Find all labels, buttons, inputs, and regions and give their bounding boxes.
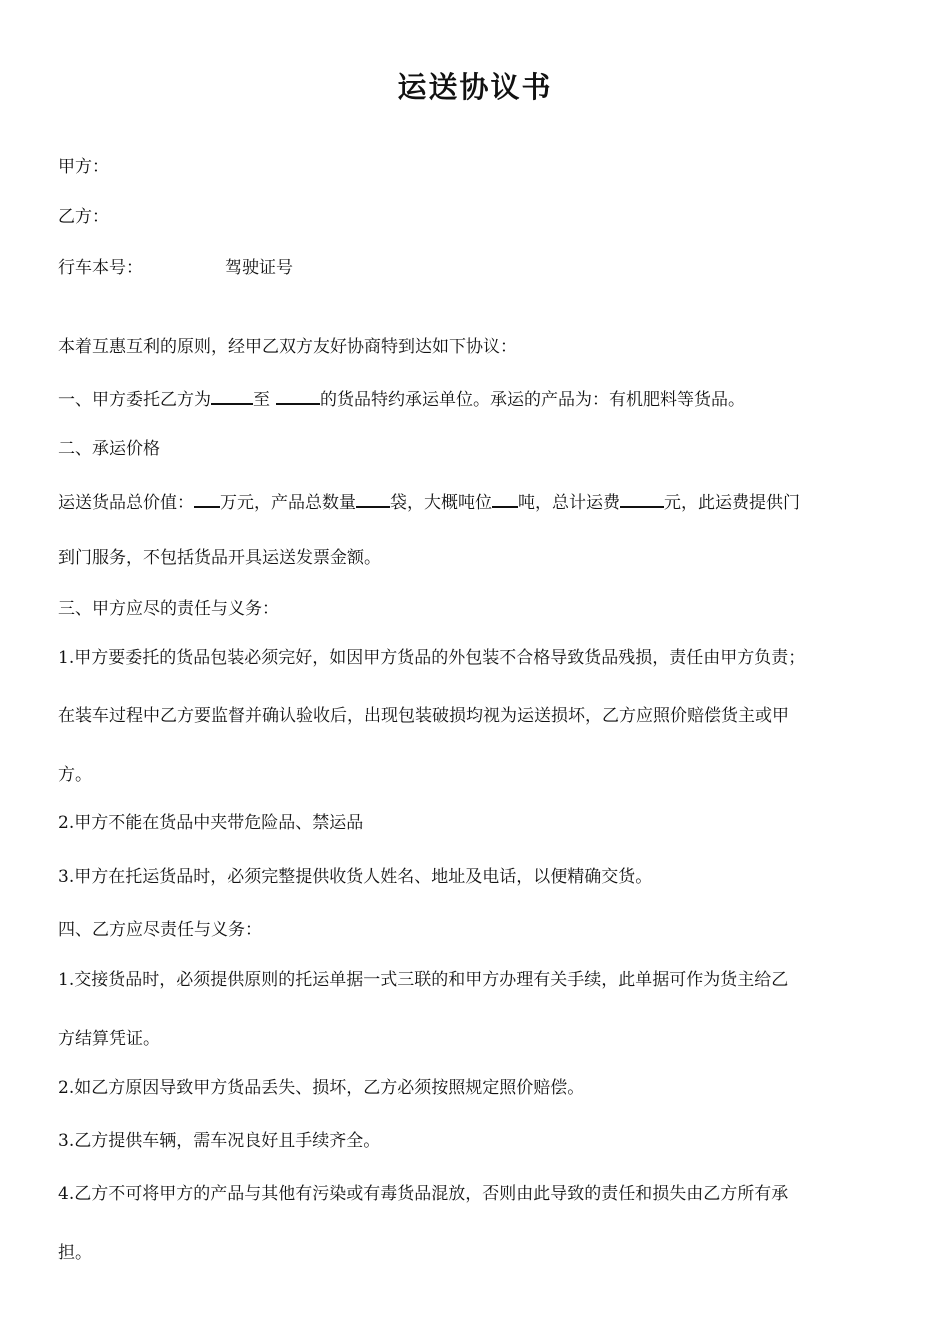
section-2-heading: 二、承运价格 <box>58 439 160 459</box>
vehicle-info-line <box>58 256 293 280</box>
vehicle-no-label: 行车本号： <box>58 258 143 278</box>
price-line-1: 运送货品总价值： 万元，产品总数量 袋，大概吨位 吨，总计运费 元，此运费提供门 <box>58 488 800 515</box>
s3-item-1-line-1: 1.甲方要委托的货品包装必须完好，如因甲方货品的外包装不合格导致货品残损，责任由甲方负责； <box>58 648 806 668</box>
section-4-heading: 四、乙方应尽责任与义务： <box>58 920 262 940</box>
freight-total-blank <box>620 488 664 508</box>
s3-item-1-line-3: 方。 <box>58 765 92 785</box>
s3-item-2: 2.甲方不能在货品中夹带危险品、禁运品 <box>58 813 364 833</box>
party-a-label: 甲方： <box>58 157 109 177</box>
bag-count-blank <box>356 488 390 508</box>
license-no-label: 驾驶证号 <box>225 258 293 278</box>
section-1-line: 一、甲方委托乙方为 至 的货品特约承运单位。承运的产品为：有机肥料等货品。 <box>58 385 745 412</box>
route-origin-blank <box>211 385 253 405</box>
tonnage-blank <box>492 488 518 508</box>
party-b-label: 乙方： <box>58 207 109 227</box>
total-value-blank <box>194 488 220 508</box>
s4-item-2: 2.如乙方原因导致甲方货品丢失、损坏，乙方必须按照规定照价赔偿。 <box>58 1078 585 1098</box>
s3-item-3: 3.甲方在托运货品时，必须完整提供收货人姓名、地址及电话，以便精确交货。 <box>58 867 653 887</box>
route-destination-blank <box>276 385 320 405</box>
section-3-heading: 三、甲方应尽的责任与义务： <box>58 599 279 619</box>
s4-item-1-line-1: 1.交接货品时，必须提供原则的托运单据一式三联的和甲方办理有关手续，此单据可作为货主给乙 <box>58 970 789 990</box>
document-title: 运送协议书 <box>397 70 553 104</box>
s3-item-1-line-2: 在装车过程中乙方要监督并确认验收后，出现包装破损均视为运送损坏，乙方应照价赔偿货主或甲 <box>58 706 789 726</box>
s4-item-1-line-2: 方结算凭证。 <box>58 1029 160 1049</box>
price-line-2: 到门服务，不包括货品开具运送发票金额。 <box>58 548 381 568</box>
s4-item-4-line-1: 4.乙方不可将甲方的产品与其他有污染或有毒货品混放，否则由此导致的责任和损失由乙方所有承 <box>58 1184 789 1204</box>
intro-paragraph: 本着互惠互利的原则，经甲乙双方友好协商特到达如下协议： <box>58 337 517 357</box>
s4-item-3: 3.乙方提供车辆，需车况良好且手续齐全。 <box>58 1131 381 1151</box>
s4-item-4-line-2: 担。 <box>58 1243 92 1263</box>
